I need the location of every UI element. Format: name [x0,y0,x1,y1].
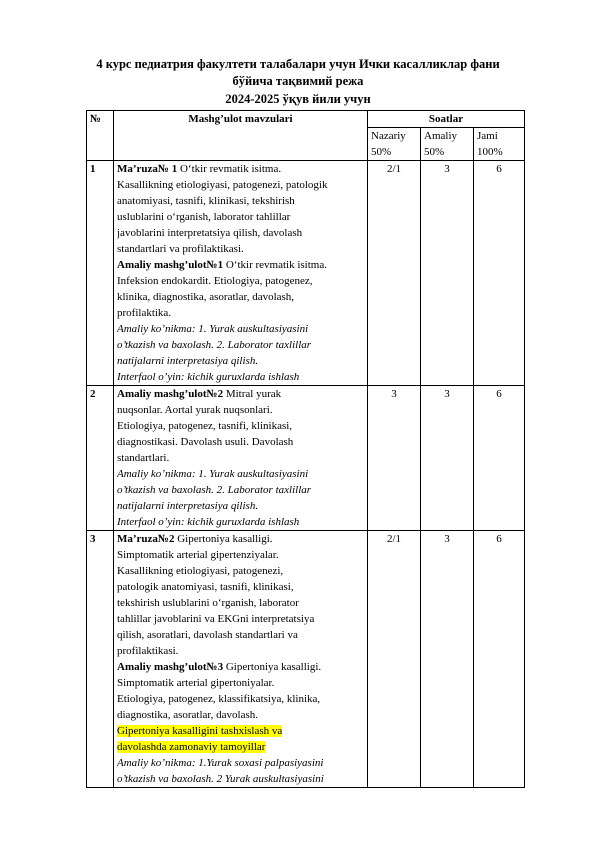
topic-line [117,466,364,482]
schedule-table [86,110,525,788]
topic-line [117,273,364,289]
topic-line [117,434,364,450]
topic-line [117,627,364,643]
row-topic [114,161,368,386]
topic-line [117,514,364,530]
topic-line [117,563,364,579]
topic-text: Etiologiya, patogenez, klassifikatsiya, klinika, [117,693,321,705]
topic-line [117,675,364,691]
topic-line [117,321,364,337]
topic-line [117,418,364,434]
topic-line [117,369,364,385]
topic-line [117,547,364,563]
topic-text: javoblarini interpretatsiya qilish, davolash [117,227,303,239]
topic-text: profilaktika. [117,307,172,319]
topic-text: Infeksion endokardit. Etiologiya, patogenez, [117,275,313,287]
row-total-hours: 6 [474,531,525,788]
topic-italic-text: o’tkazish va baxolash. 2. Laborator taxlillar [117,484,312,496]
row-topic [114,531,368,788]
row-number: 3 [87,531,114,788]
row-theory-hours: 2/1 [368,161,421,386]
topic-line [117,611,364,627]
topic-italic-text: natijalarni interpretasiya qilish. [117,355,259,367]
topic-line [117,595,364,611]
topic-italic-text: Amaliy ko’nikma: 1.Yurak soxasi palpasiyasini [117,757,324,769]
topic-line [117,402,364,418]
topic-text: Mitral yurak [225,388,282,400]
topic-text: Etiologiya, patogenez, tasnifi, klinikasi, [117,420,293,432]
topic-line [117,337,364,353]
header-practice-percent: 50% [424,146,445,158]
topic-line [117,579,364,595]
highlighted-text: davolashda zamonaviy tamoyillar [117,741,266,753]
topic-text: diagnostikasi. Davolash usuli. Davolash [117,436,294,448]
topic-text: klinika, diagnostika, asoratlar, davolash, [117,291,295,303]
topic-line [117,531,364,547]
topic-text: tahlillar javoblarini va EKGni interpretatsiya [117,613,315,625]
topic-line [117,450,364,466]
document-title-line-1: 4 курс педиатрия факултети талабалари учун Ички касалликлар фани [96,57,500,71]
table-row [87,386,525,531]
topic-italic-text: Interfaol o’yin: kichik guruxlarda ishlash [117,371,300,383]
topic-text: standartlari. [117,452,170,464]
table-header-row [87,111,525,128]
row-topic [114,386,368,531]
topic-line [117,305,364,321]
row-total-hours: 6 [474,161,525,386]
topic-line [117,755,364,771]
session-label: Ma’ruza№ 1 [117,163,180,175]
session-label: Amaliy mashg’ulot№2 [117,388,226,400]
session-label: Amaliy mashg’ulot№3 [117,661,226,673]
header-total-label: Jami [477,130,498,142]
topic-text: O‘tkir revmatik isitma. [179,163,282,175]
topic-text: standartlari va profilaktikasi. [117,243,244,255]
row-total-hours: 6 [474,386,525,531]
header-theory-label: Nazariy [371,130,406,142]
topic-line [117,353,364,369]
document-title-line-3: 2024-2025 ўқув йили учун [225,92,371,106]
table-row [87,531,525,788]
topic-text: diagnostika, asoratlar, davolash. [117,709,258,721]
topic-line [117,209,364,225]
topic-text: nuqsonlar. Aortal yurak nuqsonlari. [117,404,273,416]
row-practice-hours: 3 [421,161,474,386]
topic-text: profilaktikasi. [117,645,179,657]
topic-line [117,161,364,177]
topic-italic-text: o’tkazish va baxolash. 2 Yurak auskultasiyasini [117,773,324,785]
topic-text: O‘tkir revmatik isitma. [225,259,327,271]
topic-line [117,643,364,659]
session-label: Ma’ruza№2 [117,533,178,545]
highlighted-text: Gipertoniya kasalligini tashxislash va [117,725,283,737]
topic-line [117,257,364,273]
row-practice-hours: 3 [421,386,474,531]
header-theory-percent: 50% [371,146,392,158]
header-hours: Soatlar [368,111,525,128]
topic-text: Kasallikning etiologiyasi, patogenezi, patologik [117,179,328,191]
topic-text: Gipertoniya kasalligi. [225,661,322,673]
session-label: Amaliy mashg’ulot№1 [117,259,226,271]
topic-text: Kasallikning etiologiyasi, patogenezi, [117,565,284,577]
topic-text: anatomiyasi, tasnifi, klinikasi, tekshirish [117,195,295,207]
topic-italic-text: Amaliy ko’nikma: 1. Yurak auskultasiyasini [117,468,309,480]
topic-italic-text: o’tkazish va baxolash. 2. Laborator taxlillar [117,339,312,351]
topic-line [117,739,364,755]
topic-line [117,289,364,305]
row-theory-hours: 2/1 [368,531,421,788]
topic-text: qilish, asoratlari, davolash standartlari va [117,629,298,641]
topic-line [117,241,364,257]
topic-line [117,723,364,739]
header-practice [421,128,474,161]
topic-line [117,707,364,723]
topic-text: Gipertoniya kasalligi. [177,533,273,545]
topic-italic-text: Amaliy ko’nikma: 1. Yurak auskultasiyasini [117,323,309,335]
topic-line [117,498,364,514]
row-number: 1 [87,161,114,386]
topic-line [117,386,364,402]
header-total-percent: 100% [477,146,503,158]
topic-italic-text: Interfaol o’yin: kichik guruxlarda ishlash [117,516,300,528]
topic-text: tekshirish uslublarini o‘rganish, laborator [117,597,299,609]
topic-italic-text: natijalarni interpretasiya qilish. [117,500,259,512]
topic-line [117,771,364,787]
header-number: № [87,111,114,161]
topic-line [117,482,364,498]
topic-line [117,177,364,193]
topic-text: uslublarini o‘rganish, laborator tahlillar [117,211,291,223]
row-practice-hours: 3 [421,531,474,788]
topic-line [117,691,364,707]
topic-line [117,193,364,209]
header-total [474,128,525,161]
topic-text: Simptomatik arterial gipertenziyalar. [117,549,279,561]
row-number: 2 [87,386,114,531]
row-theory-hours: 3 [368,386,421,531]
topic-text: Simptomatik arterial gipertoniyalar. [117,677,275,689]
topic-line [117,225,364,241]
header-theory [368,128,421,161]
table-row [87,161,525,386]
topic-line [117,659,364,675]
header-practice-label: Amaliy [424,130,457,142]
header-topics: Mashg’ulot mavzulari [114,111,368,161]
document-title-line-2: бўйича тақвимий режа [232,74,364,88]
topic-text: patologik anatomiyasi, tasnifi, klinikasi, [117,581,294,593]
